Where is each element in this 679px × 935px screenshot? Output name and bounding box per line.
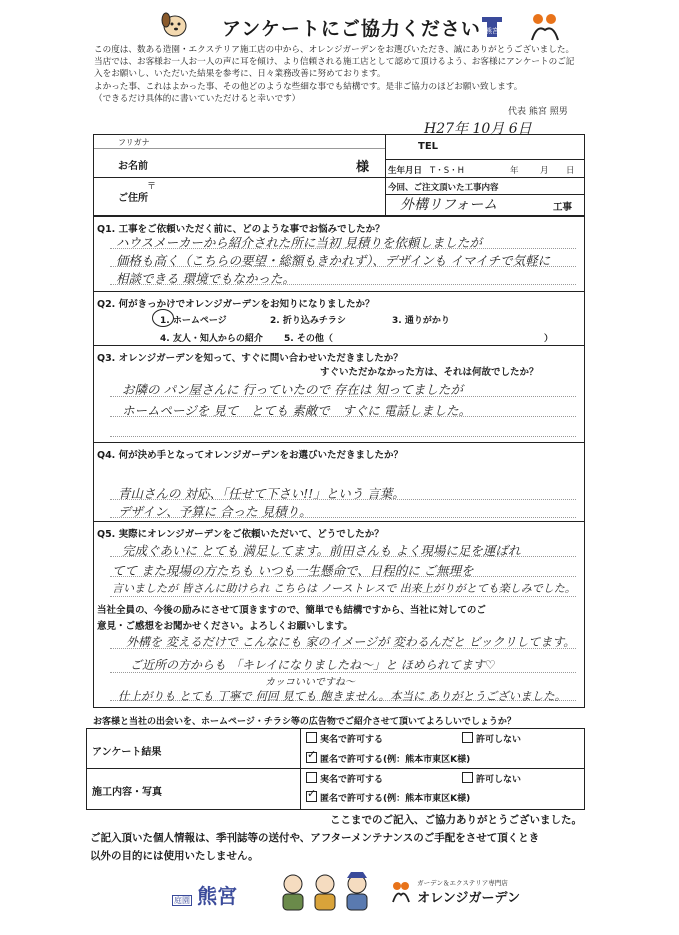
q3-question-sub: すぐいただかなかった方は、それは何故でしたか？ xyxy=(320,367,539,378)
work-value-handwritten: 外構リフォーム xyxy=(400,197,498,213)
intro-line: 入をお願いし、いただいた結果を参考に、日々業務改善に努めております。 xyxy=(94,69,386,80)
furigana-label: フリガナ xyxy=(118,138,150,147)
birth-label: 生年月日 xyxy=(388,166,423,176)
kumamiya-logo-small: 庭園 xyxy=(174,896,190,905)
message-prompt-line1: 当社全員の、今後の励みにさせて頂きますので、簡単でも結構ですから、当社に対してのご xyxy=(97,605,486,616)
permission-row-survey-deny xyxy=(462,732,521,745)
q4-answer-line: 青山さんの 対応、「任せて下さい!!」という 言葉。 xyxy=(118,486,405,501)
checkbox-real-name[interactable] xyxy=(306,772,317,783)
work-label: 今回、ご注文頂いた工事内容 xyxy=(388,183,499,193)
checkbox-anonymous-checked[interactable] xyxy=(306,752,317,763)
q4-question: Q4. 何が決め手となってオレンジガーデンをお選びいただきましたか？ xyxy=(97,450,403,461)
q2-selected-circle xyxy=(152,309,174,327)
checkbox-anonymous-checked[interactable] xyxy=(306,791,317,802)
birth-era-options: T・S・H xyxy=(430,166,464,176)
q3-question: Q3. オレンジガーデンを知って、すぐに問い合わせいただきましたか？ xyxy=(97,353,403,364)
birth-year: 年 xyxy=(510,166,519,176)
staff-illustration-icon xyxy=(275,870,375,912)
address-label: ご住所 xyxy=(118,193,148,204)
name-label: お名前 xyxy=(118,161,148,172)
orange-garden-logo xyxy=(390,878,520,906)
birth-day: 日 xyxy=(566,166,575,176)
option-real-name: 実名で許可する xyxy=(320,735,384,745)
kumamiya-logo-text: 熊宮 xyxy=(197,884,238,908)
kumamiya-logo xyxy=(172,880,237,909)
dog-mascot-icon xyxy=(160,10,190,38)
intro-text xyxy=(94,44,604,105)
q5-answer-line: 言いましたが 皆さんに助けられ こちらは ノーストレスで 出来上がりがとても楽しみでした。 xyxy=(112,582,576,595)
message-answer-line: 仕上がりも とても 丁寧で 何回 見ても 飽きません。本当に ありがとうございました。 xyxy=(118,689,567,703)
page-title: アンケートにご協力ください xyxy=(222,18,481,40)
q2-option-homepage: 1. ホームページ xyxy=(160,316,227,326)
intro-line: （できるだけ具体的に書いていただけると幸いです） xyxy=(94,93,301,104)
permission-row-survey xyxy=(306,732,383,745)
postal-mark: 〒 xyxy=(147,182,157,192)
orange-garden-logo-icon xyxy=(390,880,412,904)
message-answer-line: ご近所の方からも 「キレイになりましたね～」と ほめられてます♡ xyxy=(130,658,496,672)
permission-row-photos xyxy=(306,772,383,785)
q3-answer-line: ホームページを 見て とても 素敵で すぐに 電話しました。 xyxy=(122,403,472,418)
name-suffix: 様 xyxy=(356,160,370,175)
checkbox-real-name[interactable] xyxy=(306,732,317,743)
svg-text:熊宮: 熊宮 xyxy=(485,27,499,35)
q2-option-referral: 4. 友人・知人からの紹介 xyxy=(160,334,263,344)
permission-label-photos: 施工内容・写真 xyxy=(92,787,162,798)
intro-line: 当店では、お客様お一人お一人の声に耳を傾け、より信頼される施工店として認めて頂けるよう、お客様にアンケートのご記 xyxy=(94,57,575,68)
intro-line: よかった事、これはよかった事、その他どのような些細な事でも結構です。是非ご協力のほどお願い致します。 xyxy=(94,81,523,92)
birth-month: 月 xyxy=(540,166,549,176)
permission-label-survey: アンケート結果 xyxy=(92,747,162,758)
orange-logo-icon xyxy=(527,10,563,42)
q2-option-other: 5. その他（ xyxy=(284,334,333,344)
permission-row-photos-anon xyxy=(306,791,470,804)
representative-signature: 代表 熊宮 照男 xyxy=(508,107,568,117)
work-suffix: 工事 xyxy=(553,202,573,213)
q5-answer-line: 完成ぐあいに とても 満足してます。前田さんも よく現場に足を運ばれ xyxy=(122,543,521,558)
permission-row-photos-deny xyxy=(462,772,521,785)
orange-garden-tagline: ガーデン＆エクステリア専門店 xyxy=(417,879,508,887)
q3-answer-line: お隣の パン屋さんに 行っていたので 存在は 知ってましたが xyxy=(122,382,463,397)
q1-answer-line: 相談できる 環境でもなかった。 xyxy=(116,271,295,286)
q1-answer-line: 価格も高く（こちらの要望・総額もきかれず）、デザインも イマイチで気軽に xyxy=(116,253,551,268)
privacy-line1: ご記入頂いた個人情報は、季刊誌等の送付や、アフターメンテナンスのご手配をさせて頂くとき xyxy=(90,832,540,844)
q2-option-passing: 3. 通りがかり xyxy=(392,316,450,326)
permission-question: お客様と当社の出会いを、ホームページ・チラシ等の広告物でご紹介させて頂いてよろしいでしょうか？ xyxy=(93,717,516,727)
option-real-name: 実名で許可する xyxy=(320,775,384,785)
q5-answer-line: てて また現場の方たちも いつも一生懸命で、日程的に ご無理を xyxy=(112,563,474,578)
option-deny: 許可しない xyxy=(476,735,522,745)
message-answer-line: カッコいいですね～ xyxy=(265,677,355,688)
q5-question: Q5. 実際にオレンジガーデンをご依頼いただいて、どうでしたか？ xyxy=(97,529,384,540)
intro-line: この度は、数ある造園・エクステリア施工店の中から、オレンジガーデンをお選びいただき、誠にありがとうございました。 xyxy=(94,45,575,55)
q1-question: Q1. 工事をご依頼いただく前に、どのような事でお悩みでしたか？ xyxy=(97,224,385,235)
message-prompt-line2: 意見・ご感想をお聞かせください。よろしくお願いします。 xyxy=(97,621,353,632)
option-anonymous: 匿名で許可する(例：熊本市東区K様) xyxy=(320,794,471,804)
q2-option-other-close: ） xyxy=(544,334,554,344)
message-answer-line: 外構を 変えるだけで こんなにも 家のイメージが 変わるんだと ビックリしてます。 xyxy=(126,635,576,649)
option-anonymous: 匿名で許可する(例：熊本市東区K様) xyxy=(320,755,471,765)
checkbox-deny[interactable] xyxy=(462,772,473,783)
q4-answer-line: デザイン、予算に 合った 見積り。 xyxy=(118,504,312,519)
seal-logo-icon xyxy=(479,13,505,41)
thanks-text: ここまでのご記入、ご協力ありがとうございました。 xyxy=(330,814,582,826)
q1-answer-line: ハウスメーカーから紹介された所に当初 見積りを依頼しましたが xyxy=(116,235,482,250)
q2-question: Q2. 何がきっかけでオレンジガーデンをお知りになりましたか？ xyxy=(97,299,375,310)
privacy-line2: 以外の目的には使用いたしません。 xyxy=(90,850,259,862)
q2-option-flyer: 2. 折り込みチラシ xyxy=(270,316,346,326)
permission-row-survey-anon xyxy=(306,752,470,765)
option-deny: 許可しない xyxy=(476,775,522,785)
tel-label: TEL xyxy=(418,141,439,152)
date-handwritten: H27年 10月 6日 xyxy=(424,121,532,137)
checkbox-deny[interactable] xyxy=(462,732,473,743)
orange-garden-name: オレンジガーデン xyxy=(417,891,521,906)
